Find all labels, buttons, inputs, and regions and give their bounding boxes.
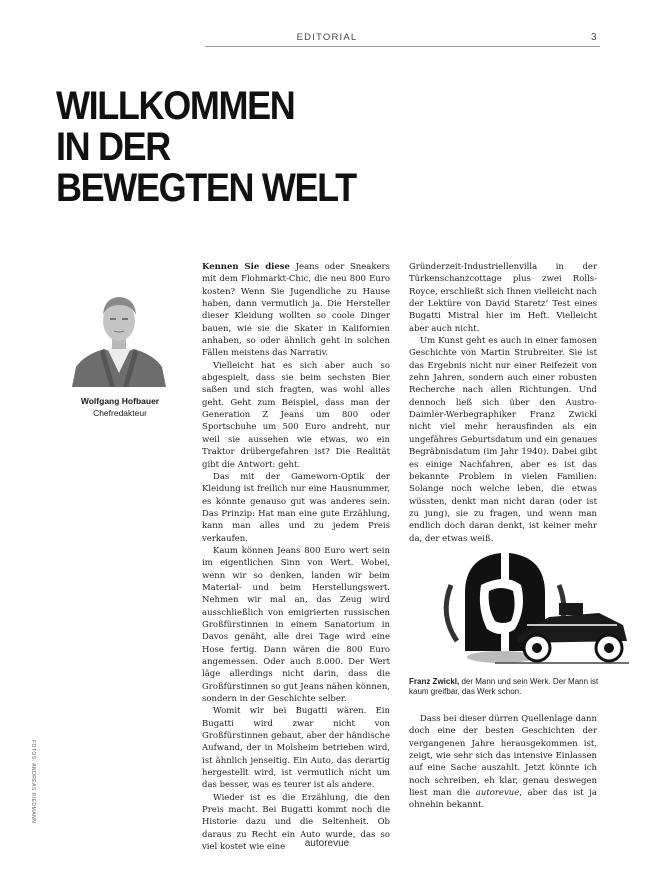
vintage-car-illustration — [409, 545, 637, 673]
headline-line-2: IN DER — [56, 125, 170, 169]
article-paragraph: Um Kunst geht es auch in einer famosen Geschichte von Martin Strubreiter. Sie ist das Ergebnis nicht nur einer Reifezeit von zehn Jahren, sondern auch einer robusten Recherche nach allen Richtungen. Und dennoch ließ sich über den Austro-Daimler-Werbegraphiker Franz Zwickl nicht viel mehr herausfinden als ein ungefähres Geburtsdatum und ein genaues Begräbnisdatum (im Jahr 1940). Dabei gibt es einige Nachfahren, aber es ist das bekannte Problem in vielen Familien: Solange noch welche leben, die etwas wüssten, denkt man nicht daran (oder ist zu jung), sie zu fragen, und wenn man endlich doch daran denkt, ist keiner mehr da, der etwas weiß. — [409, 336, 597, 544]
paragraph-text: , aber das ist ja ohnehin bekannt. — [409, 788, 597, 811]
magazine-name: autorevue — [475, 788, 520, 799]
article-paragraph: Gründerzeit-Industriellenvilla in der Türkenschanzcottage plus zwei Rolls-Royce, erschließt sich Ihnen vielleicht nach der Lektüre von David Staretz’ Test eines Bugatti Mistral hier im Heft. Vielleicht aber auch nicht. — [409, 262, 597, 334]
headline-line-3: BEWEGTEN WELT — [56, 166, 356, 210]
lead-in: Kennen Sie diese — [202, 262, 290, 272]
article-paragraph: Vielleicht hat es sich aber auch so abgespielt, dass sie beim sechsten Bier saßen und sich fragten, was wohl alles geht. Geht zum Beispiel, dass man der Generation Z Jeans um 800 oder Sportschuhe um 500 Euro andreht, nur weil sie aussehen wie etwas, wo ein Traktor drübergefahren ist? Die Realität gibt die Antwort: geht. — [202, 360, 390, 470]
author-role: Chefredakteur — [93, 408, 147, 418]
photo-credit: FOTOS: ANDREAS RIEDMANN — [30, 740, 36, 824]
image-caption — [409, 677, 609, 697]
article-paragraph: Wieder ist es die Erzählung, die den Preis macht. Bei Bugatti kommt noch die Historie dazu und die Seltenheit. Ob daraus zu Recht ein Auto wurde, das so viel kostet wie eine — [202, 792, 390, 853]
article-paragraph: Kaum können Jeans 800 Euro wert sein im eigentlichen Sinn von Wert. Wobei, wenn wir so denken, landen wir beim Material- und beim Herstellungswert. Nehmen wir mal an, das Zeug wird ausschließlich von emigrierten russischen Großfürstinnen in einem Sanatorium in Davos genäht, alle drei Tage wird eine Hose fertig. Dann wären die 800 Euro angemessen. Oder auch 8.000. Der Wert läge allerdings nicht darin, dass die Großfürstinnen so gut Jeans nähen können, sondern in der Geschichte selber. — [202, 545, 390, 705]
article-paragraph: Womit wir bei Bugatti wären. Ein Bugatti wird zwar nicht von Großfürstinnen gebaut, aber der händische Aufwand, der in Molsheim betrieben wird, ist ähnlich jenseitig. Ein Auto, das derartig hergestellt wird, ist vermutlich nicht um das besser, was es teurer ist als andere. — [202, 706, 390, 791]
article-column-2 — [409, 261, 597, 545]
article-paragraph — [409, 713, 597, 812]
author-name: Wolfgang Hofbauer — [80, 396, 160, 406]
caption-lead: Franz Zwickl, — [409, 677, 460, 686]
paragraph-text: Dass bei dieser dürren Quellenlage dann doch eine der besten Geschichten der vergangenen Jahre herausgekommen ist, zeigt, wie sehr sich das intensive Einlassen auf eine Sache auszahlt. Jetzt könnte ich noch schreiben, eh klar, genau deswegen liest man die — [409, 714, 597, 799]
section-label: EDITORIAL — [296, 32, 358, 43]
page-number: 3 — [591, 32, 597, 43]
caption-text: der Mann und sein Werk. Der Mann ist kaum greifbar, das Werk schon. — [409, 677, 599, 696]
article-column-3 — [409, 713, 597, 812]
headline — [56, 86, 434, 209]
author-portrait — [70, 283, 168, 387]
article-paragraph: Das mit der Gameworn-Optik der Kleidung ist freilich nur eine Hausnummer, es könnte genauso gut was anderes sein. Das Prinzip: Hat man eine gute Erzählung, kann man alles und zu jedem Preis verkaufen. — [202, 471, 390, 544]
article-paragraph — [202, 261, 390, 360]
headline-line-1: WILLKOMMEN — [56, 84, 295, 128]
header-divider — [205, 46, 600, 47]
article-column-1 — [202, 261, 390, 854]
footer-brand: autorevue — [304, 838, 350, 849]
paragraph-text: Jeans oder Sneakers mit dem Flohmarkt-Chic, die neu 800 Euro kosten? Wenn Sie Jugendliche zu Hause haben, dann vermutlich ja. Die Hersteller dieser Kleidung wollten so coole Dinger bauen, wie sie die Skater in Kalifornien anhaben, so oder ähnlich geht in solchen Fällen meistens das Narrativ. — [202, 262, 390, 359]
